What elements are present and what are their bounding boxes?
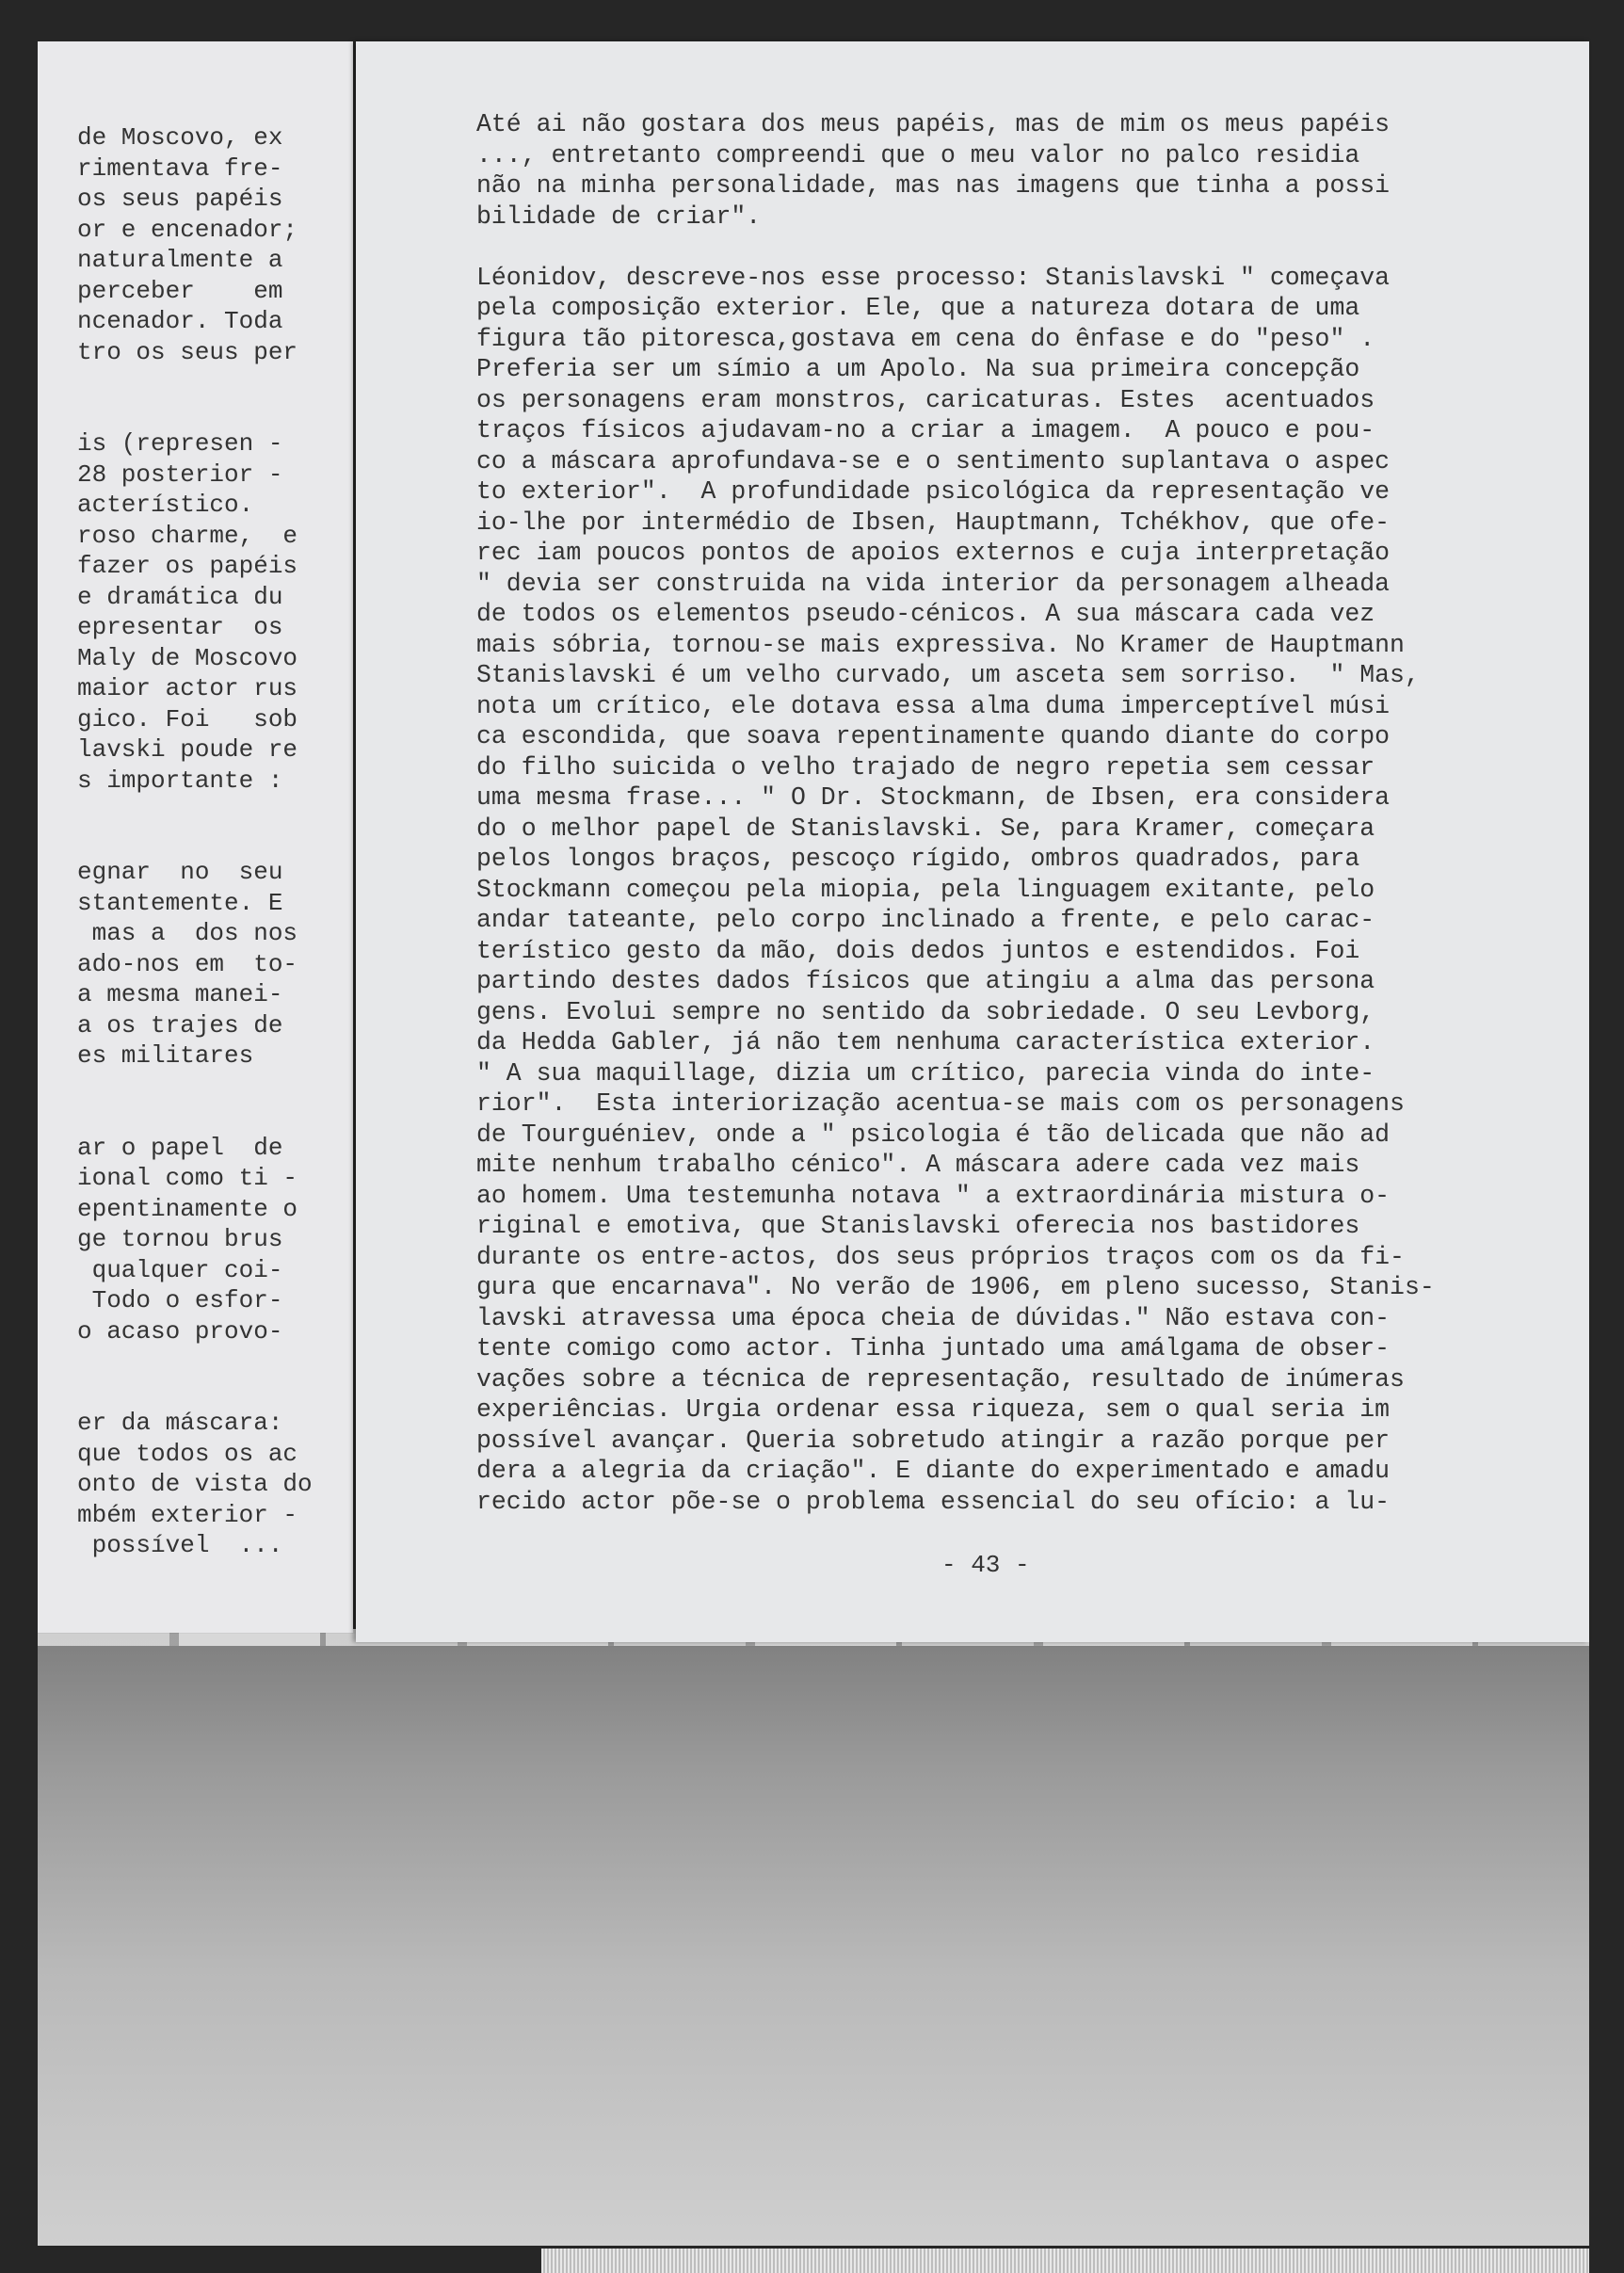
text-line: ge tornou brus [77, 1225, 283, 1253]
text-line: gura que encarnava". No verão de 1906, em pleno sucesso, Stanis- [476, 1273, 1435, 1301]
text-line: epresentar os [77, 613, 283, 641]
text-line: Até ai não gostara dos meus papéis, mas de mim os meus papéis [476, 110, 1391, 138]
text-line: experiências. Urgia ordenar essa riqueza, sem o qual seria im [476, 1395, 1391, 1424]
text-line: gico. Foi sob [77, 704, 298, 733]
text-line: acterístico. [77, 491, 254, 519]
text-line: possível ... [77, 1531, 283, 1559]
text-line: do filho suicida o velho trajado de negro repetia sem cessar [476, 752, 1375, 782]
text-line: mbém exterior - [77, 1500, 298, 1529]
text-line [77, 1378, 353, 1409]
text-line: maior actor rus [77, 674, 298, 702]
text-line [77, 796, 353, 827]
text-line: pela composição exterior. Ele, que a natureza dotara de uma [476, 294, 1360, 322]
text-line: o acaso provo- [77, 1316, 283, 1346]
text-line: de Tourguéniev, onde a " psicologia é tão delicada que não ad [476, 1120, 1391, 1149]
text-line: de todos os elementos pseudo-cénicos. A sua máscara cada vez [476, 600, 1375, 628]
text-line: ao homem. Uma testemunha notava " a extraordinária mistura o- [476, 1181, 1391, 1210]
text-line: ado-nos em to- [77, 949, 298, 978]
text-line: rimentava fre- [77, 153, 283, 183]
text-line: fazer os papéis [77, 552, 298, 580]
text-line: to exterior". A profundidade psicológica da representação ve [476, 477, 1391, 506]
left-page-fragment [38, 41, 353, 1633]
text-line: andar tateante, pelo corpo inclinado a frente, e pelo carac- [476, 906, 1375, 934]
text-line: que todos os ac [77, 1439, 298, 1468]
text-line: nota um crítico, ele dotava essa alma duma imperceptível músi [476, 691, 1391, 720]
text-line: rec iam poucos pontos de apoios externos e cuja interpretação [476, 539, 1391, 567]
text-line: egnar no seu [77, 858, 283, 886]
paragraph-2 [476, 263, 1559, 1518]
text-line [77, 1346, 353, 1378]
text-line: qualquer coi- [77, 1255, 283, 1284]
text-line: recido actor põe-se o problema essencial do seu ofício: a lu- [476, 1487, 1391, 1516]
text-line: dera a alegria da criação". E diante do experimentado e amadu [476, 1457, 1391, 1485]
text-line: da Hedda Gabler, já não tem nenhuma característica exterior. [476, 1028, 1375, 1056]
text-line: " A sua maquillage, dizia um crítico, parecia vinda do inte- [476, 1058, 1375, 1088]
text-line: bilidade de criar". [476, 202, 762, 231]
main-text-body [476, 109, 1559, 1517]
paragraph-1 [476, 109, 1559, 232]
page-number: - 43 - [941, 1551, 1030, 1579]
text-line: roso charme, e [77, 521, 298, 550]
text-line: is (represen - [77, 429, 283, 458]
text-line: e dramática du [77, 582, 283, 611]
text-line: a os trajes de [77, 1010, 283, 1040]
text-line: Maly de Moscovo [77, 643, 298, 672]
text-line: uma mesma frase... " O Dr. Stockmann, de Ibsen, era considera [476, 783, 1391, 812]
scale-ruler [541, 2249, 1589, 2273]
backing-sheet [38, 1634, 1589, 2246]
text-line: não na minha personalidade, mas nas imagens que tinha a possi [476, 171, 1391, 200]
text-line: os personagens eram monstros, caricaturas. Estes acentuados [476, 385, 1375, 414]
left-fragment-text [77, 122, 353, 1561]
text-line: durante os entre-actos, dos seus próprios traços com os da fi- [476, 1242, 1405, 1271]
text-line: ional como ti - [77, 1164, 298, 1192]
text-line: tro os seus per [77, 337, 298, 366]
text-line: ar o papel de [77, 1133, 283, 1162]
text-line: es militares [77, 1041, 254, 1070]
text-line: io-lhe por intermédio de Ibsen, Hauptmann, Tchékhov, que ofe- [476, 508, 1391, 537]
text-line: terístico gesto da mão, dois dedos juntos e estendidos. Foi [476, 936, 1360, 965]
text-line: riginal e emotiva, que Stanislavski oferecia nos bastidores [476, 1212, 1360, 1240]
text-line: tente comigo como actor. Tinha juntado uma amálgama de obser- [476, 1334, 1391, 1362]
text-line: traços físicos ajudavam-no a criar a imagem. A pouco e pou- [476, 416, 1375, 444]
text-line: " devia ser construida na vida interior da personagem alheada [476, 569, 1391, 598]
text-line [77, 367, 353, 398]
text-line: a mesma manei- [77, 980, 283, 1008]
text-line [77, 398, 353, 429]
text-line: ca escondida, que soava repentinamente quando diante do corpo [476, 722, 1391, 750]
text-line: mas a dos nos [77, 919, 298, 947]
text-line: gens. Evolui sempre no sentido da sobriedade. O seu Levborg, [476, 997, 1375, 1026]
text-line: lavski poude re [77, 735, 298, 764]
text-line: Stockmann começou pela miopia, pela linguagem exitante, pelo [476, 875, 1375, 904]
text-line: possível avançar. Queria sobretudo atingir a razão porque per [476, 1426, 1391, 1455]
text-line: epentinamente o [77, 1194, 298, 1223]
text-line: 28 posterior - [77, 459, 283, 489]
text-line: mais sóbria, tornou-se mais expressiva. No Kramer de Hauptmann [476, 630, 1405, 659]
text-line: co a máscara aprofundava-se e o sentimento suplantava o aspec [476, 446, 1391, 476]
text-line [77, 1072, 353, 1103]
text-line: figura tão pitoresca,gostava em cena do ênfase e do "peso" . [476, 324, 1375, 353]
text-line: partindo destes dados físicos que atingiu a alma das persona [476, 967, 1375, 995]
text-line: mite nenhum trabalho cénico". A máscara adere cada vez mais [476, 1151, 1360, 1179]
text-line: naturalmente a [77, 246, 283, 274]
text-line: ncenador. Toda [77, 307, 283, 335]
text-line: s importante : [77, 766, 283, 795]
paragraph-gap [476, 232, 1559, 263]
text-line: Léonidov, descreve-nos esse processo: Stanislavski " começava [476, 263, 1391, 292]
text-line: Todo o esfor- [77, 1286, 283, 1314]
text-line: vações sobre a técnica de representação, resultado de inúmeras [476, 1364, 1405, 1394]
text-line: de Moscovo, ex [77, 123, 283, 152]
text-line [77, 1102, 353, 1133]
text-line: rior". Esta interiorização acentua-se mais com os personagens [476, 1089, 1405, 1118]
text-line: lavski atravessa uma época cheia de dúvidas." Não estava con- [476, 1303, 1391, 1332]
text-line: Stanislavski é um velho curvado, um asceta sem sorriso. " Mas, [476, 661, 1420, 689]
text-line: stantemente. E [77, 888, 283, 917]
text-line: perceber em [77, 276, 283, 305]
text-line: er da máscara: [77, 1409, 283, 1437]
text-line [77, 827, 353, 858]
text-line: Preferia ser um símio a um Apolo. Na sua primeira concepção [476, 355, 1360, 383]
text-line: os seus papéis [77, 185, 283, 213]
text-line: or e encenador; [77, 215, 298, 244]
text-line: do o melhor papel de Stanislavski. Se, para Kramer, começara [476, 814, 1375, 843]
text-line: pelos longos braços, pescoço rígido, ombros quadrados, para [476, 845, 1360, 873]
text-line: onto de vista do [77, 1470, 313, 1498]
text-line: ..., entretanto compreendi que o meu valor no palco residia [476, 140, 1360, 169]
